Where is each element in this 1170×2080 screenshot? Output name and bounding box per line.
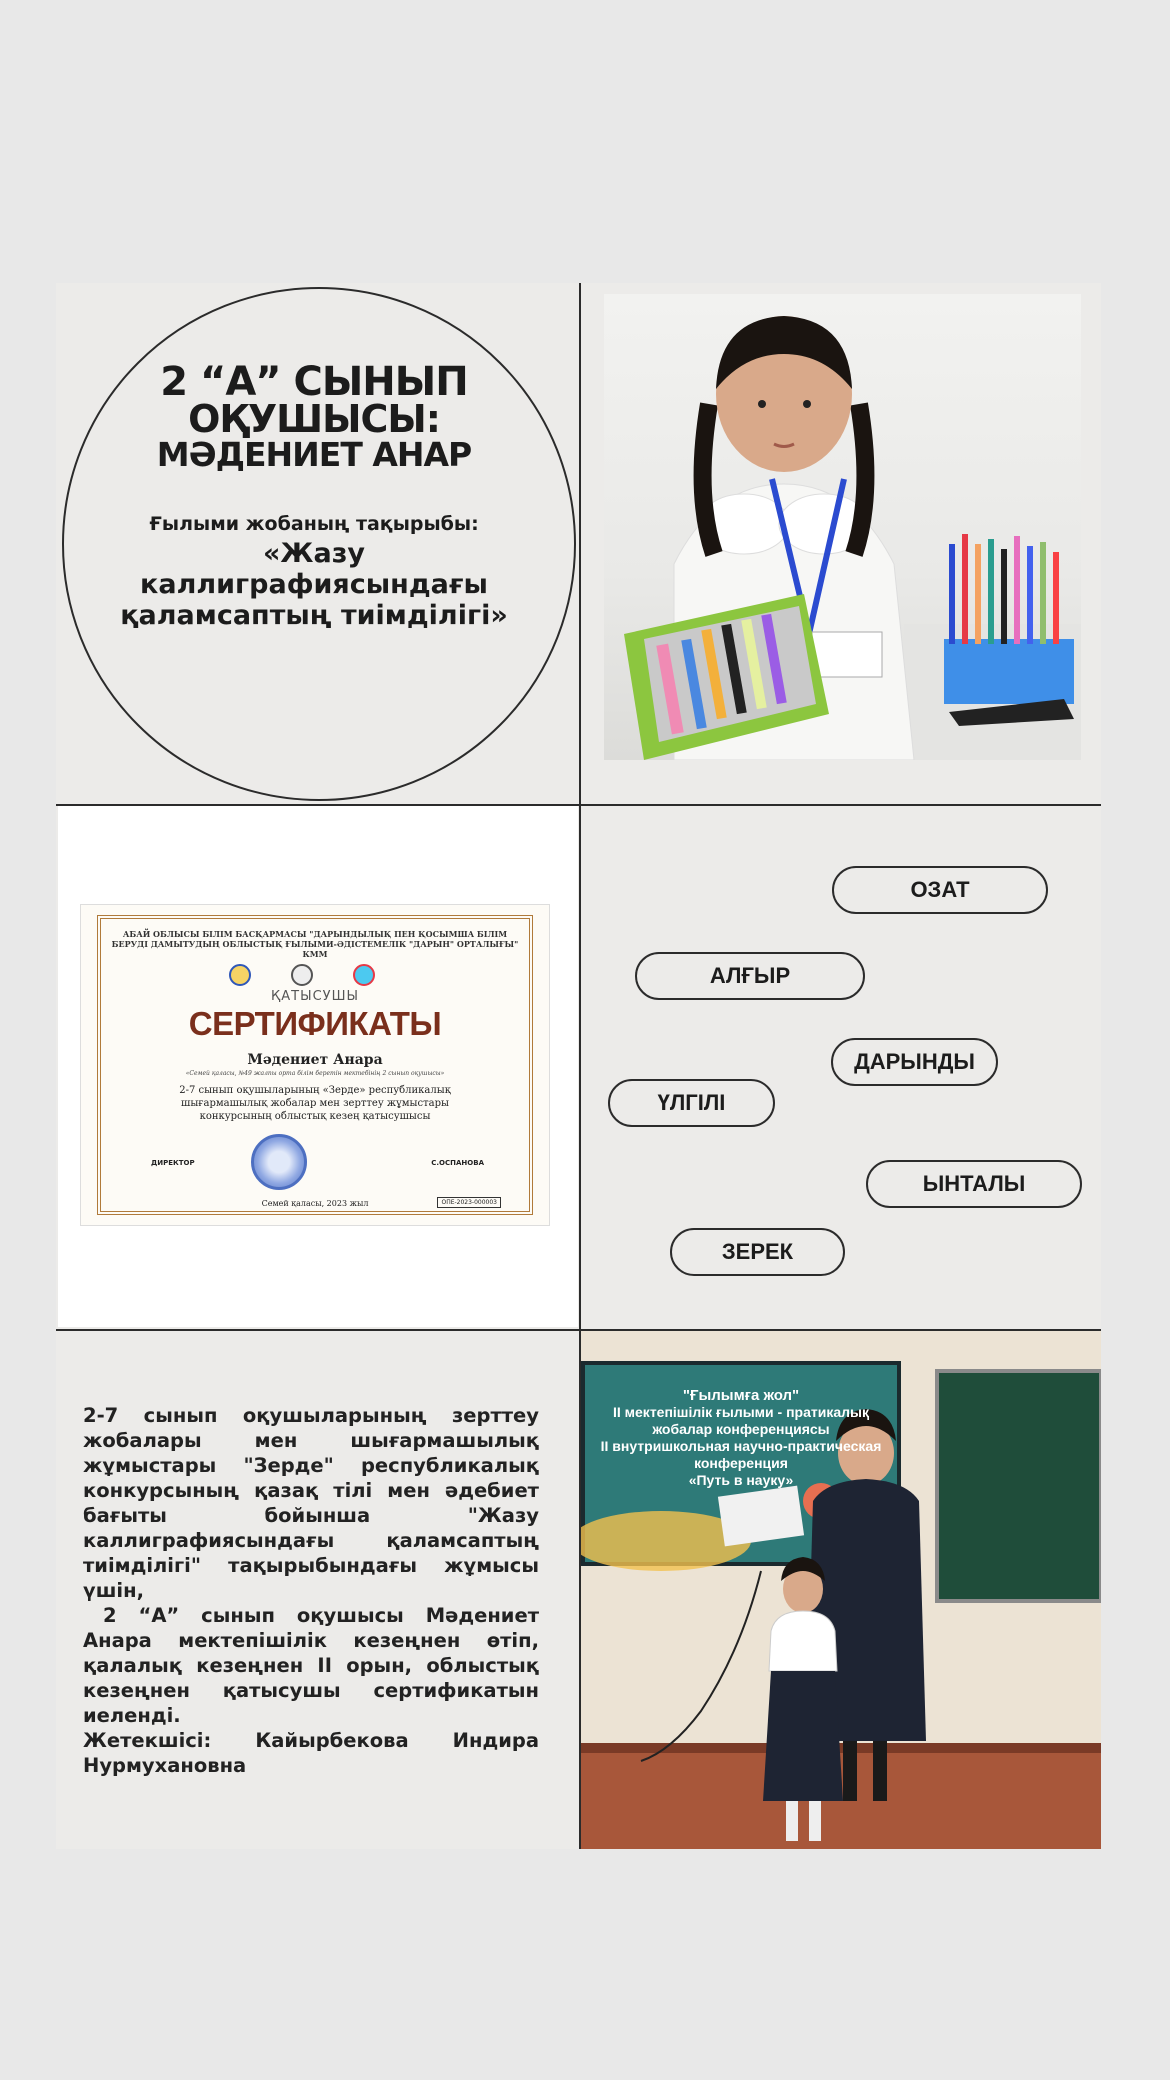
certificate [80,904,550,1226]
tag-pill: ЗЕРЕК [670,1228,845,1276]
description-paragraph: 2 “А” сынып оқушысы Мәдениет Анара мектепішілік кезеңнен өтіп, қалалық кезеңнен II орын, облыстық кезеңнен қатысушы сертификатын иеленді. [83,1604,539,1727]
student-photo [604,294,1081,760]
certificate-border [97,915,533,1215]
org-logo-icon [291,964,313,986]
award-description [83,1403,539,1778]
screen-line: II внутришкольная научно-практическая [600,1438,882,1454]
certificate-city: Семей қаласы, 2023 жыл [261,1199,369,1208]
screen-line: "Ғылымға жол" [682,1387,800,1404]
project-label: Ғылыми жобаның тақырыбы: [149,513,479,535]
certificate-signer: С.ОСПАНОВА [431,1159,484,1167]
seal-icon [251,1134,307,1190]
tag-pill: ЫНТАЛЫ [866,1160,1082,1208]
student-photo-image [604,294,1081,760]
tag-pill: ОЗАТ [832,866,1048,914]
description-paragraph: 2-7 сынып оқушыларының зерттеу жобалары мен шығармашылық жұмыстары "Зерде" республикалық конкурсының қазақ тілі мен әдебиет бағыты бойынша "Жазу каллиграфиясындағы қаламсаптың тиімділігі" тақырыбындағы жұмысы үшін, [83,1404,539,1602]
poster [56,283,1101,1849]
screen-line: «Путь в науку» [688,1472,794,1488]
certificate-cell [58,806,578,1327]
certificate-org: АБАЙ ОБЛЫСЫ БІЛІМ БАСҚАРМАСЫ "ДАРЫНДЫЛЫҚ ПЕН ҚОСЫМША БІЛІМ БЕРУДІ ДАМЫТУДЫҢ ОБЛЫСТЫҚ ҒЫЛЫМИ-ӘДІСТЕМЕЛІК "ДАРЫН" ОРТАЛЫҒЫ" КММ [111,929,519,959]
screen-line: жобалар конференциясы [652,1421,830,1437]
title-line: ОҚУШЫСЫ: [188,397,440,441]
tag-pill: ҮЛГІЛІ [608,1079,775,1127]
certificate-note: «Семей қаласы, №49 жалпы орта білім беретін мектебінің 2 сынып оқушысы» [185,1070,445,1077]
tag-pill: АЛҒЫР [635,952,865,1000]
certificate-number: ОПЕ-2023-000003 [437,1197,501,1208]
conference-photo [581,1331,1101,1849]
screen-line: конференция [694,1455,788,1471]
title-line: 2 “А” СЫНЫП [160,359,468,405]
org-logo-icon [229,964,251,986]
description-supervisor: Жетекшісі: Кайырбекова Индира Нурмухановна [83,1729,539,1777]
title-line: МӘДЕНИЕТ АНАР [156,435,472,474]
org-logo-icon [353,964,375,986]
tag-pill: ДАРЫНДЫ [831,1038,998,1086]
certificate-name: Мәдениет Анара [247,1052,383,1068]
project-title: «Жазу каллиграфиясындағы қаламсаптың тиімділігі» [120,538,508,631]
certificate-director: ДИРЕКТОР [151,1159,195,1167]
certificate-heading: СЕРТИФИКАТЫ [188,1005,442,1042]
certificate-participant: ҚАТЫСУШЫ [271,989,359,1004]
certificate-body: 2-7 сынып оқушыларының «Зерде» республикалық шығармашылық жобалар мен зерттеу жұмыстары конкурсының облыстық кезең қатысушысы [179,1085,451,1122]
screen-line: II мектепішілік ғылыми - пратикалық [613,1404,869,1420]
page-title [96,359,532,474]
screen-text [585,1387,897,1489]
